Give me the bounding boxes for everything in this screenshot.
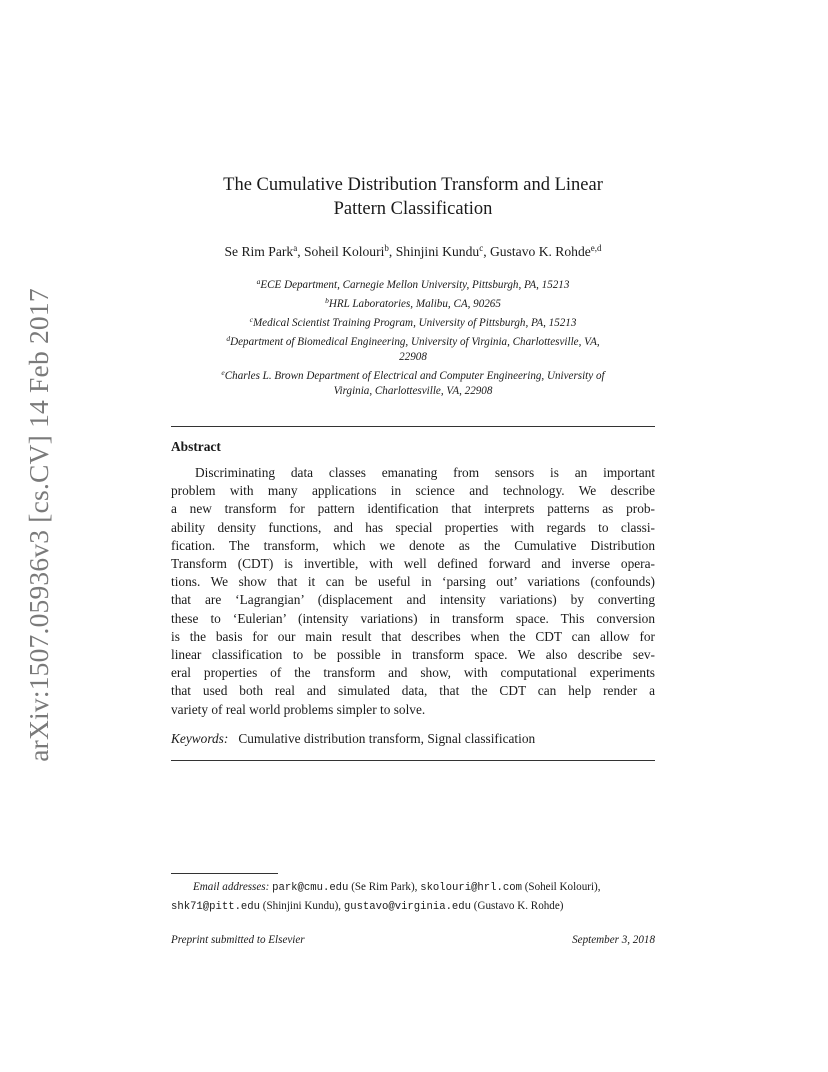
affiliation-list	[171, 274, 655, 399]
author-list: Se Rim Park$^a$, Soheil Kolouri$^b$, Shinjini Kundu$^c$, Gustavo K. Rohde$^{e,d}$	[224, 243, 602, 259]
affiliation	[171, 293, 655, 312]
footnote-line	[171, 878, 655, 897]
abstract-line: Discriminating data classes emanating from sensors is an important	[195, 465, 655, 480]
footnote-line	[171, 897, 655, 916]
abstract-line: that used both real and simulated data, that the CDT can help render a	[171, 683, 655, 699]
title-line-1: The Cumulative Distribution Transform and Linear	[223, 175, 603, 195]
keywords	[171, 731, 535, 747]
abstract-line: ability density functions, and has special properties with regards to classi-	[171, 519, 655, 535]
email-owner: (Gustavo K. Rohde)	[473, 900, 564, 912]
affiliation	[171, 331, 655, 350]
affiliation-continuation: Virginia, Charlottesville, VA, 22908	[333, 385, 493, 397]
author-affiliation-mark: e,d	[590, 243, 602, 253]
preprint-date: September 3, 2018	[572, 934, 655, 946]
author-name: Gustavo K. Rohde	[489, 244, 591, 259]
abstract-line: eral properties of the transform and show, with computational experiments	[171, 665, 655, 681]
affiliation-text: HRL Laboratories, Malibu, CA, 90265	[328, 298, 501, 310]
abstract-line: fication. The transform, which we denote as the Cumulative Distribution	[171, 537, 655, 553]
abstract-line: variety of real world problems simpler to solve.	[171, 701, 426, 717]
email-owner: (Soheil Kolouri),	[524, 881, 601, 893]
affiliation-text: Charles L. Brown Department of Electrical and Computer Engineering, University of	[224, 370, 605, 382]
abstract-line: linear classification to be possible in transform space. We also describe sev-	[171, 647, 655, 663]
footnote-rule	[171, 873, 278, 874]
email-address[interactable]: skolouri@hrl.com	[420, 882, 522, 894]
abstract-line: is the basis for our main result that describes when the CDT can allow for	[171, 628, 655, 644]
abstract-body	[171, 464, 655, 719]
keywords-label: Keywords:	[171, 731, 229, 746]
arxiv-identifier: arXiv:1507.05936v3 [cs.CV] 14 Feb 2017	[23, 288, 54, 762]
abstract-line: Transform (CDT) is invertible, with well defined forward and inverse opera-	[171, 556, 655, 572]
paper-title	[171, 173, 655, 221]
affiliation	[171, 312, 655, 331]
email-footnote	[171, 878, 655, 916]
abstract-line: problem with many applications in science and technology. We describe	[171, 483, 655, 499]
affiliation-mark: e	[221, 368, 225, 377]
author-name: Se Rim Park	[224, 244, 294, 259]
email-owner: (Se Rim Park),	[351, 881, 418, 893]
abstract-heading: Abstract	[171, 439, 221, 454]
email-owner: (Shinjini Kundu),	[262, 900, 342, 912]
affiliation-mark: c	[249, 315, 253, 324]
arxiv-identifier-stamp	[16, 290, 62, 760]
affiliation-text: Medical Scientist Training Program, University of Pittsburgh, PA, 15213	[252, 317, 577, 329]
author-name: Shinjini Kundu	[395, 244, 480, 259]
affiliation-text: Department of Biomedical Engineering, University of Virginia, Charlottesville, VA,	[230, 336, 600, 348]
affiliation	[171, 365, 655, 384]
email-address[interactable]: shk71@pitt.edu	[171, 901, 261, 913]
affiliation-mark: d	[226, 334, 231, 343]
abstract-line: that are ‘Lagrangian’ (displacement and intensity variations) by converting	[171, 592, 655, 608]
abstract-line: tions. We show that it can be useful in ‘parsing out’ variations (confounds)	[171, 574, 655, 590]
email-address[interactable]: park@cmu.edu	[272, 882, 349, 894]
abstract-bottom-rule	[171, 760, 655, 761]
email-label: Email addresses:	[193, 881, 270, 893]
author-affiliation-mark: b	[384, 243, 389, 253]
preprint-note: Preprint submitted to Elsevier	[171, 934, 305, 946]
author-affiliation-mark: c	[479, 243, 484, 253]
affiliation-text: ECE Department, Carnegie Mellon University, Pittsburgh, PA, 15213	[260, 279, 570, 291]
author-name: Soheil Kolouri	[303, 244, 385, 259]
abstract-line: a new transform for pattern identification that interprets patterns as prob-	[171, 501, 655, 517]
email-address[interactable]: gustavo@virginia.edu	[343, 901, 472, 913]
author-affiliation-mark: a	[293, 243, 298, 253]
affiliation-mark: a	[256, 277, 261, 286]
title-line-2: Pattern Classification	[333, 199, 493, 219]
abstract-line: these to ‘Eulerian’ (intensity variations) in transform space. This conversion	[171, 610, 655, 626]
abstract-top-rule	[171, 426, 655, 427]
affiliation-continuation: 22908	[399, 351, 427, 363]
affiliation	[171, 274, 655, 293]
affiliation-mark: b	[325, 296, 329, 305]
keywords-text: Cumulative distribution transform, Signal classification	[238, 731, 536, 746]
